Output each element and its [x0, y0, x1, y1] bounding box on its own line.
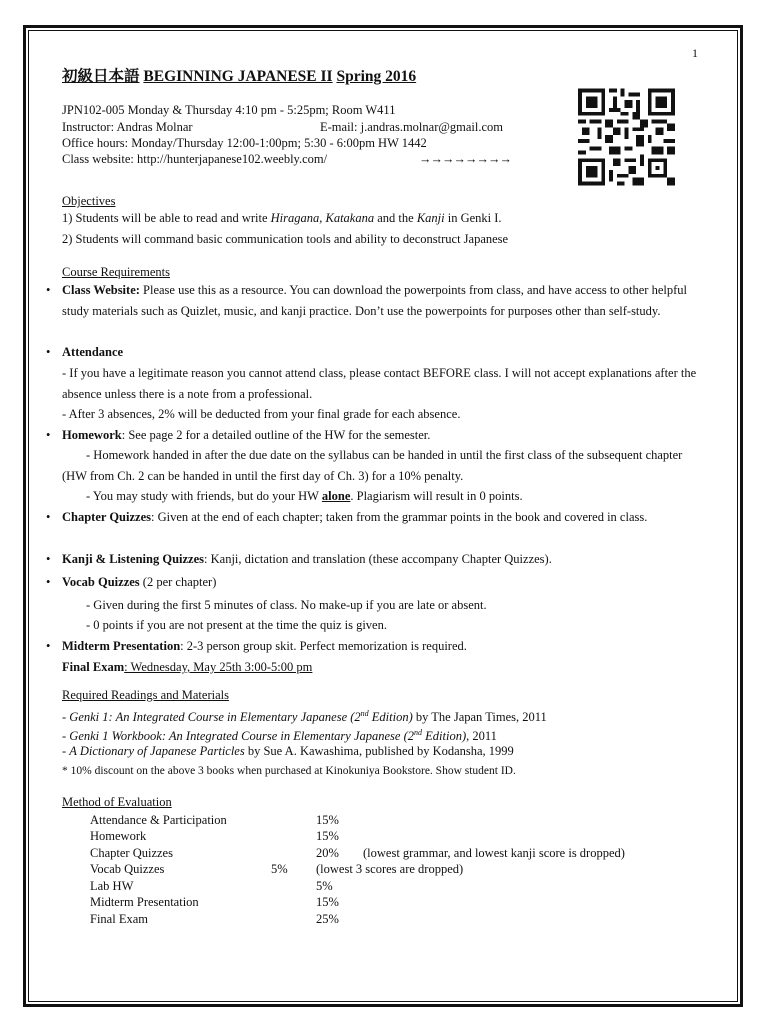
- req-website-text: Please use this as a resource. You can download the powerpoints from class, and have access to other helpful study materials such as Quizlet, music, and kanji practice. Don’t use the powerpoints for purposes other than self-study.: [62, 283, 687, 318]
- objective-1-pre: 1) Students will be able to read and write: [62, 211, 271, 225]
- class-website[interactable]: Class website: http://hunterjapanese102.weebly.com/: [62, 152, 328, 166]
- eval-item: Vocab Quizzes: [90, 862, 165, 876]
- bullet-icon: •: [46, 345, 51, 359]
- req-kanji-label: Kanji & Listening Quizzes: [62, 552, 205, 566]
- reading-book-2: [62, 725, 497, 744]
- objective-1-kanji: Kanji: [416, 211, 445, 225]
- eval-percent: 5%: [271, 862, 288, 876]
- eval-note: (lowest grammar, and lowest kanji score is dropped): [363, 846, 625, 860]
- arrows-to-qr: →→→→→→→→: [419, 152, 511, 166]
- req-attendance-1: - If you have a legitimate reason you cannot attend class, please contact BEFORE class. I will not accept explanations after the absence unless there is a note from a professional.: [62, 366, 697, 401]
- page-number: 1: [692, 46, 698, 60]
- req-homework-2-pre: - You may study with friends, but do your HW: [86, 489, 322, 503]
- req-homework-1: - Homework handed in after the due date on the syllabus can be handed in until the first class of the subsequent chapter (HW from Ch. 2 can be handed in until the first day of Ch. 3) for a 10% penalty.: [62, 448, 683, 483]
- req-final-text: : Wednesday, May 25th 3:00-5:00 pm: [124, 660, 313, 674]
- book-2-title: - Genki 1 Workbook: An Integrated Course in Elementary Japanese (2: [62, 729, 415, 744]
- req-attendance-label: Attendance: [62, 345, 124, 359]
- objective-1-mid: and the: [374, 211, 417, 225]
- req-midterm: [62, 636, 467, 657]
- book-3-pre: -: [62, 744, 70, 758]
- req-homework-2-post: . Plagiarism will result in 0 points.: [350, 489, 523, 503]
- req-vocab-1: - Given during the first 5 minutes of class. No make-up if you are late or absent.: [86, 598, 487, 612]
- req-kanji-quizzes: [62, 549, 552, 570]
- title-english: BEGINNING JAPANESE II: [143, 68, 333, 85]
- eval-percent: 15%: [316, 895, 339, 909]
- eval-item: Homework: [90, 829, 147, 843]
- book-1-sup: nd: [360, 709, 369, 718]
- eval-percent: 15%: [316, 829, 339, 843]
- bullet-icon: •: [46, 510, 51, 524]
- req-vocab-label: Vocab Quizzes: [62, 575, 140, 589]
- eval-item: Midterm Presentation: [90, 895, 199, 909]
- reading-book-3: [62, 744, 514, 759]
- title-japanese: 初級日本語: [62, 68, 140, 85]
- reading-book-1: [62, 706, 547, 725]
- bullet-icon: •: [46, 428, 51, 442]
- req-website-label: Class Website:: [62, 283, 140, 297]
- qr-code-icon[interactable]: [578, 88, 675, 186]
- course-section: JPN102-005 Monday & Thursday 4:10 pm - 5:25pm; Room W411: [62, 103, 396, 117]
- req-midterm-label: Midterm Presentation: [62, 639, 181, 653]
- email-line[interactable]: E-mail: j.andras.molnar@gmail.com: [320, 120, 503, 134]
- req-homework-alone: alone: [321, 489, 351, 503]
- book-1-edition: Edition): [368, 710, 413, 725]
- eval-percent: 15%: [316, 813, 339, 827]
- eval-percent: 25%: [316, 912, 339, 926]
- req-vocab-quizzes: [62, 572, 216, 593]
- eval-note: (lowest 3 scores are dropped): [316, 862, 464, 876]
- req-midterm-text: : 2-3 person group skit. Perfect memorization is required.: [180, 639, 467, 653]
- objectives-heading: Objectives: [62, 194, 116, 208]
- book-1-publisher: by The Japan Times, 2011: [412, 710, 547, 725]
- req-vocab-2: - 0 points if you are not present at the time the quiz is given.: [86, 618, 387, 632]
- req-attendance-2: - After 3 absences, 2% will be deducted from your final grade for each absence.: [62, 407, 461, 421]
- req-final-exam: [62, 657, 312, 678]
- instructor-line: Instructor: Andras Molnar: [62, 120, 193, 134]
- title-term: Spring 2016: [336, 68, 417, 85]
- evaluation-heading: Method of Evaluation: [62, 795, 172, 809]
- req-homework-text: : See page 2 for a detailed outline of the HW for the semester.: [121, 428, 431, 442]
- eval-item: Chapter Quizzes: [90, 846, 173, 860]
- req-chapter-label: Chapter Quizzes: [62, 510, 151, 524]
- req-chapter-text: : Given at the end of each chapter; taken from the grammar points in the book and covered in class.: [151, 510, 648, 524]
- book-1-title: - Genki 1: An Integrated Course in Elementary Japanese (2: [62, 710, 361, 725]
- objective-2: 2) Students will command basic communication tools and ability to deconstruct Japanese: [62, 232, 509, 246]
- req-homework-label: Homework: [62, 428, 122, 442]
- objective-1-scripts: Hiragana, Katakana: [270, 211, 375, 225]
- bullet-icon: •: [46, 552, 51, 566]
- course-requirements-heading: Course Requirements: [62, 265, 170, 279]
- book-2-sup: nd: [414, 728, 423, 737]
- office-hours: Office hours: Monday/Thursday 12:00-1:00pm; 5:30 - 6:00pm HW 1442: [62, 136, 427, 150]
- book-2-publisher: , 2011: [466, 729, 497, 744]
- book-discount-note: * 10% discount on the above 3 books when purchased at Kinokuniya Bookstore. Show student ID.: [62, 765, 516, 777]
- eval-item: Final Exam: [90, 912, 148, 926]
- book-2-edition: Edition): [422, 729, 467, 744]
- book-3-title: A Dictionary of Japanese Particles: [69, 744, 245, 758]
- req-final-label: Final Exam: [62, 660, 125, 674]
- readings-heading: Required Readings and Materials: [62, 688, 229, 702]
- bullet-icon: •: [46, 575, 51, 589]
- req-chapter-quizzes: [62, 507, 682, 528]
- req-vocab-text: (2 per chapter): [139, 575, 217, 589]
- page-title: [62, 64, 416, 86]
- req-class-website: [62, 280, 694, 321]
- objective-1-post: in Genki I.: [444, 211, 502, 225]
- bullet-icon: •: [46, 283, 51, 297]
- req-kanji-text: : Kanji, dictation and translation (these accompany Chapter Quizzes).: [204, 552, 552, 566]
- book-3-publisher: by Sue A. Kawashima, published by Kodansha, 1999: [244, 744, 514, 758]
- eval-percent: 5%: [316, 879, 333, 893]
- bullet-icon: •: [46, 639, 51, 653]
- eval-item: Attendance & Participation: [90, 813, 227, 827]
- eval-percent: 20%: [316, 846, 339, 860]
- eval-item: Lab HW: [90, 879, 134, 893]
- objective-1: [62, 211, 502, 226]
- req-homework: [62, 425, 430, 446]
- req-homework-2: [86, 486, 523, 507]
